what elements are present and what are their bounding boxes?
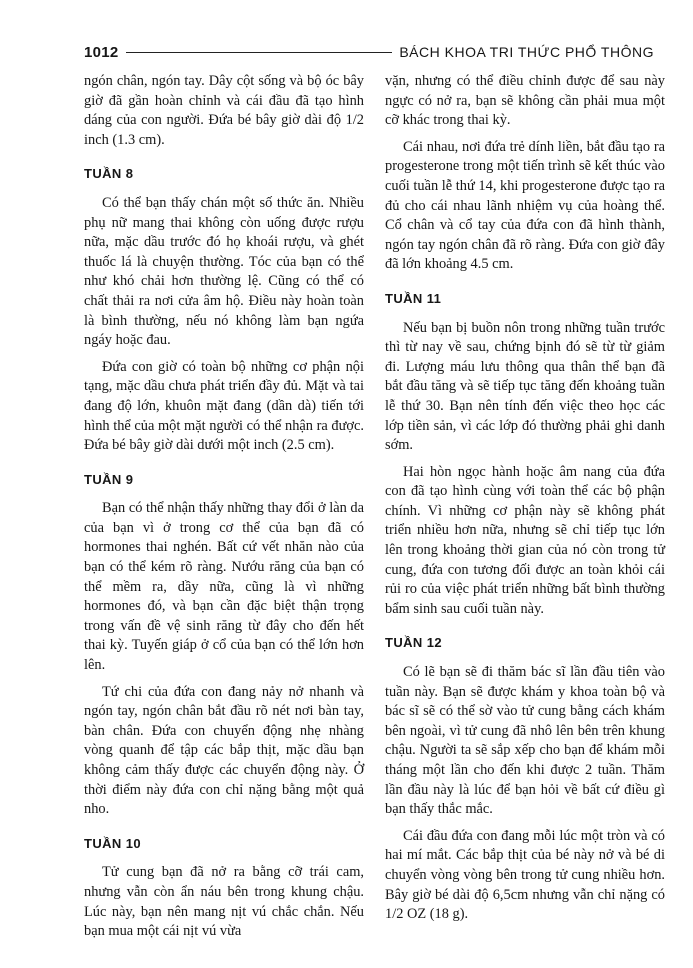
running-title: BÁCH KHOA TRI THỨC PHỔ THÔNG <box>399 44 654 60</box>
week-9-heading: TUẦN 9 <box>84 471 134 487</box>
intro-paragraph: ngón chân, ngón tay. Dây cột sống và bộ óc bây giờ đã gần hoàn chỉnh và cái đầu đã tạo hình dáng của con người. Đứa bé bây giờ dài độ 1/2 inch (1.3 cm). <box>84 73 364 148</box>
week-8-heading: TUẦN 8 <box>84 166 134 182</box>
week-10-paragraph-1: Tử cung bạn đã nở ra bằng cỡ trái cam, nhưng vẫn còn ẩn náu bên trong khung chậu. Lúc này, bạn nên mang nịt vú chắc chắn. Nếu bạn mua một cái nịt vú vừa <box>84 864 364 940</box>
left-column <box>84 72 364 949</box>
right-column <box>385 72 665 932</box>
week-10-heading: TUẦN 10 <box>84 835 141 851</box>
week-8-paragraph-2: Đứa con giờ có toàn bộ những cơ phận nội tạng, mặc dầu chưa phát triển đầy đủ. Mặt và tai đang độ lớn, khuôn mặt đang (dần dà) tiến tới hình thể của một mặt người có thể nhận ra được. Đứa bé bây giờ dài dưới một inch (2.5 cm). <box>84 358 364 454</box>
page-number: 1012 <box>84 43 119 61</box>
page-header <box>84 40 654 64</box>
week-11-heading: TUẦN 11 <box>385 290 442 306</box>
week-12-heading: TUẦN 12 <box>385 635 442 651</box>
header-rule <box>126 52 393 53</box>
week-10-continuation: vặn, nhưng có thể điều chỉnh được để sau này ngực có nở ra, bạn sẽ không cần phải mua một cỡ khác trong thai kỳ. <box>385 73 665 129</box>
week-10-paragraph-2: Cái nhau, nơi đứa trẻ dính liền, bắt đầu tạo ra progesterone trong một tiến trình sẽ kết thúc vào cuối tuần lễ thứ 14, khi progesterone được tạo ra đủ cho cái nhau lãnh nhiệm vụ của hoàng thể. Cổ chân và cổ tay của đứa con đã hình thành, ngón tay ngón chân đã rõ ràng. Đứa con giờ đây đã lớn khoảng 4.5 cm. <box>385 138 665 273</box>
week-11-paragraph-1: Nếu bạn bị buồn nôn trong những tuần trước thì từ nay về sau, chứng bịnh đó sẽ từ từ giảm đi. Lượng máu lưu thông qua thân thể bạn đã bắt đầu tăng và sẽ tiếp tục tăng đến khoảng tuần lễ thứ 30. Bạn nên tính đến việc theo học các lớp tiền sản, vì các lớp đó thường phải ghi danh sớm. <box>385 319 665 454</box>
week-12-paragraph-2: Cái đầu đứa con đang mỗi lúc một tròn và có hai mí mắt. Các bắp thịt của bé này nở và bé di chuyển vòng vòng bên trong tử cung nhiều hơn. Bây giờ bé dài độ 6,5cm nhưng vẫn chỉ nặng có 1/2 OZ (18 g). <box>385 827 665 923</box>
week-9-paragraph-2: Tứ chi của đứa con đang nảy nở nhanh và ngón tay, ngón chân bắt đầu rõ nét nơi bàn tay, bàn chân. Đứa con chuyển động nhẹ nhàng vòng quanh để tập các bắp thịt, mặc dầu bạn không cảm thấy được các chuyển động này. Ở thời điểm này đứa con chỉ nặng bằng một quả nho. <box>84 683 364 818</box>
week-11-paragraph-2: Hai hòn ngọc hành hoặc âm nang của đứa con đã tạo hình cùng với toàn thể các bộ phận chính. Vì những cơ phận này sẽ không phát triển nhiều hơn nữa, nhưng sẽ chỉ tiếp tục lớn lên trong khoảng thời gian của nó còn trong tử cung, đứa con tương đối được an toàn khỏi cái rủi ro của việc phát triển những bất bình thường bẩm sinh sau cuối tuần này. <box>385 463 665 617</box>
week-9-paragraph-1: Bạn có thể nhận thấy những thay đổi ở làn da của bạn vì ở trong cơ thể của bạn đã có hormones thai nghén. Bất cứ vết nhăn nào của bạn có thể kém rõ ràng. Nướu răng của bạn có thể mềm ra, dầy nữa, cũng là vì những hormones đó, và bạn cần đặc biệt thận trọng trong vấn đề vệ sinh răng từ đây cho đến hết thai kỳ. Tuyến giáp ở cổ của bạn có thể lớn hơn lên. <box>84 500 364 674</box>
week-12-paragraph-1: Có lẽ bạn sẽ đi thăm bác sĩ lần đầu tiên vào tuần này. Bạn sẽ được khám y khoa toàn bộ và bác sĩ sẽ có thể sờ vào tử cung bằng cách khám bên ngoài, vì tử cung đã nhô lên bên trên khung chậu. Người ta sẽ sắp xếp cho bạn để khám mỗi tháng một lần cho đến khi được 2 tuần. Thăm lần đầu này là lúc để bạn hỏi về bất cứ điều gì bạn thấy thắc mắc. <box>385 664 665 818</box>
week-8-paragraph-1: Có thể bạn thấy chán một số thức ăn. Nhiều phụ nữ mang thai không còn uống được rượu nữa, mặc dầu trước đó họ khoái rượu, và ghét thuốc lá là chuyện thường. Tóc của bạn có thể như khó chải hơn thường lệ. Cũng có thể có chất thải ra nơi cửa âm hộ. Điều này hoàn toàn là bình thường, nếu nó không làm bạn ngứa ngáy hoặc đau. <box>84 194 364 349</box>
